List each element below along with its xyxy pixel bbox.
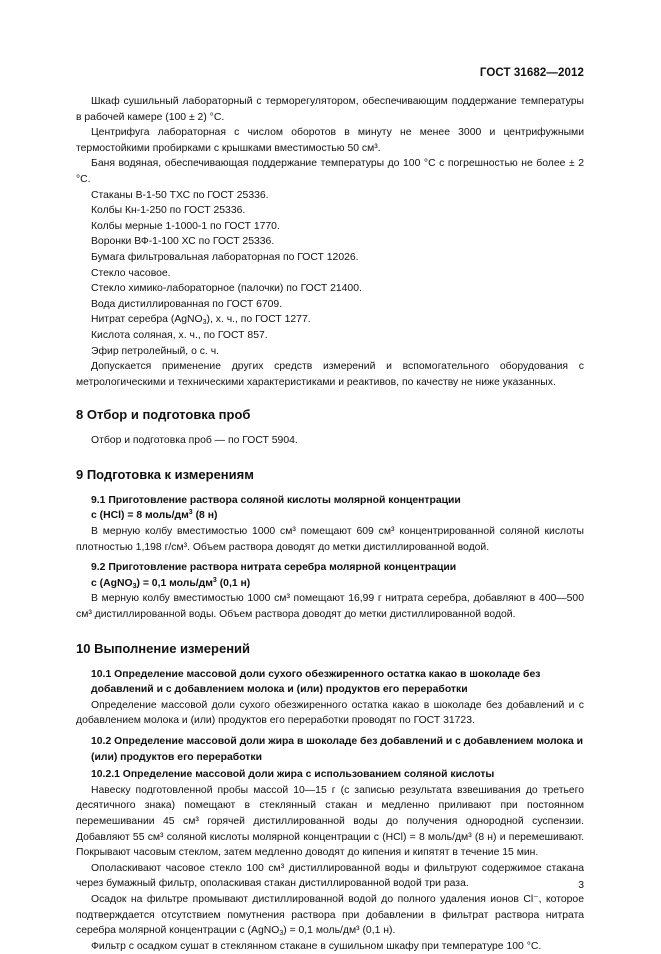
equipment-water-bath: Баня водяная, обеспечивающая поддержание температуры до 100 °С с погрешностью не более ± 2 °С. — [76, 158, 584, 185]
section-8-text: Отбор и подготовка проб — по ГОСТ 5904. — [91, 435, 298, 447]
section-10-2-1-title: 10.2.1 Определение массовой доли жира с использованием соляной кислоты — [91, 769, 495, 781]
section-9-title: 9 Подготовка к измерениям — [76, 466, 254, 482]
equipment-item: Вода дистиллированная по ГОСТ 6709. — [91, 298, 283, 310]
section-10-title: 10 Выполнение измерений — [76, 640, 251, 656]
equipment-item: Кислота соляная, х. ч., по ГОСТ 857. — [91, 329, 268, 341]
section-10-2-title: 10.2 Определение массовой доли жира в шоколаде без добавлений и с добавлением молока и (или) продуктов его переработки — [91, 736, 584, 763]
section-10-2-1-p2: Ополаскивают часовое стекло 100 см³ дистиллированной воды и фильтруют содержимое стакана через бумажный фильтр, ополаскивая стакан дистиллированной водой три раза. — [76, 862, 584, 890]
equipment-item: Стаканы В-1-50 ТХС по ГОСТ 25336. — [91, 189, 269, 201]
page-content — [76, 94, 584, 954]
equipment-item: Стекло химико-лабораторное (палочки) по ГОСТ 21400. — [91, 283, 362, 295]
section-10-2-1-p4: Фильтр с осадком сушат в стеклянном стакане в сушильном шкафу при температуре 100 °С. — [91, 940, 542, 952]
section-9-1-title: 9.1 Приготовление раствора соляной кислоты молярной концентрации с (HCl) = 8 моль/$дм^3$ (8 н) — [76, 493, 584, 524]
section-9-1-formula: с (HCl) = 8 моль/$дм^3$ (8 н) — [91, 509, 218, 522]
section-10-2-1-p3: Осадок на фильтре промывают дистиллированной водой до полного удаления ионов Cl⁻, которое подтверждается отсутствием помутнения раствора при добавлении в фильтрат раствора нитрата серебра молярной концентрации с (AgNO$_3$) = 0,1 моль/дм³ (0,1 н). — [76, 893, 584, 938]
equipment-item: Бумага фильтровальная лабораторная по ГОСТ 12026. — [91, 251, 359, 263]
section-9-2-text: В мерную колбу вместимостью 1000 см³ помещают 16,99 г нитрата серебра, добавляют в 400—500 см³ дистиллированной воды. Объем раствора доводят до метки дистиллированной водой. — [76, 593, 584, 621]
equipment-item-silver-nitrate: Нитрат серебра (AgNO$_3$), х. ч., по ГОСТ 1277. — [91, 314, 311, 327]
equipment-item: Стекло часовое. — [91, 267, 171, 279]
page-number: 3 — [578, 880, 584, 891]
equipment-centrifuge: Центрифуга лабораторная с числом оборотов в минуту не менее 3000 и центрифужными термостойкими пробирками с крышками вместимостью 50 см³. — [76, 127, 584, 154]
section-9-2-formula: с (AgNO$_3$) = 0,1 моль/$дм^3$ (0,1 н) — [91, 576, 251, 590]
section-10-1-title: 10.1 Определение массовой доли сухого обезжиренного остатка какао в шоколаде без добавлений и с добавлением молока и (или) продуктов его переработки — [91, 668, 541, 696]
equipment-item: Колбы Кн-1-250 по ГОСТ 25336. — [91, 205, 246, 217]
section-9-2-title: 9.2 Приготовление раствора нитрата серебра молярной концентрации с (AgNO$_3$) = 0,1 моль/$дм^3$ (0,1 н) — [76, 560, 584, 591]
equipment-item: Воронки ВФ-1-100 ХС по ГОСТ 25336. — [91, 236, 275, 248]
section-9-1-text: В мерную колбу вместимостью 1000 см³ помещают 609 см³ концентрированной соляной кислоты плотностью 1,198 г/см³. Объем раствора доводят до метки дистиллированной водой. — [76, 526, 584, 553]
section-8-title: 8 Отбор и подготовка проб — [76, 407, 251, 423]
standard-header: ГОСТ 31682—2012 — [479, 67, 584, 79]
equipment-drying-oven: Шкаф сушильный лабораторный с терморегулятором, обеспечивающим поддержание температуры в рабочей камере (100 ± 2) °С. — [76, 96, 584, 123]
section-10-1-text: Определение массовой доли сухого обезжиренного остатка какао в шоколаде без добавлений и с добавлением молока и (или) продуктов его переработки проводят по ГОСТ 31723. — [76, 699, 584, 727]
equipment-allowed-note: Допускается применение других средств измерений и вспомогательного оборудования с метрологическими и техническими характеристиками и реактивов, по качеству не ниже указанных. — [76, 361, 584, 388]
equipment-item: Колбы мерные 1-1000-1 по ГОСТ 1770. — [91, 220, 280, 232]
equipment-item: Эфир петролейный, о с. ч. — [91, 345, 220, 357]
section-10-2-1-p1: Навеску подготовленной пробы массой 10—15 г (с записью результата взвешивания до третьего десятичного знака) помещают в стеклянный стакан и медленно приливают при постоянном перемешивании 45 см³ горячей дистиллированной воды до получения однородной суспензии. Добавляют 55 см³ соляной кислоты молярной концентрации с (HCl) = 8 моль/дм³ (8 н) и перемешивают. Покрывают часовым стеклом, затем медленно доводят до кипения и кипятят в течение 15 мин. — [76, 784, 584, 859]
